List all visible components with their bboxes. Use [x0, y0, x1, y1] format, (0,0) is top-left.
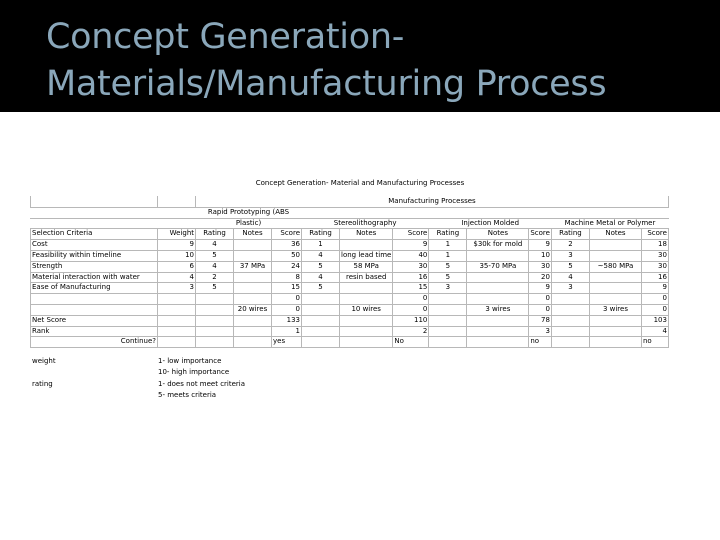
rating-cell: 1 [429, 250, 467, 261]
blank-cell [467, 337, 529, 348]
rating-cell: 5 [551, 261, 589, 272]
rank-row [31, 326, 669, 337]
rank-value: 1 [272, 326, 302, 337]
notes-cell [340, 294, 393, 305]
rating-cell: 4 [196, 240, 234, 251]
notes-cell: 37 MPa [234, 261, 272, 272]
notes-cell [589, 272, 641, 283]
blank-cell [158, 315, 196, 326]
process-name: Stereolithography [302, 218, 429, 229]
blank-cell [196, 337, 234, 348]
notes-header: Notes [589, 229, 641, 240]
score-cell: 0 [393, 294, 429, 305]
blank-cell [467, 326, 529, 337]
table-row [31, 250, 669, 261]
notes-cell: 3 wires [589, 304, 641, 315]
table-row [31, 272, 669, 283]
blank-cell [196, 326, 234, 337]
continue-value: no [641, 337, 668, 348]
notes-cell [340, 240, 393, 251]
blank-cell [158, 218, 196, 229]
table-row [31, 283, 669, 294]
criteria-cell: Feasibility within timeline [31, 250, 158, 261]
net-score-value: 133 [272, 315, 302, 326]
continue-value: No [393, 337, 429, 348]
blank-cell [429, 315, 467, 326]
rating-cell: 5 [196, 283, 234, 294]
rating-cell [429, 304, 467, 315]
weight-cell: 10 [158, 250, 196, 261]
notes-cell: ~580 MPa [589, 261, 641, 272]
rating-cell: 4 [196, 261, 234, 272]
process-name [302, 207, 429, 218]
score-cell: 0 [529, 304, 552, 315]
rating-cell [302, 304, 340, 315]
rating-cell: 4 [302, 250, 340, 261]
blank-cell [158, 197, 196, 208]
blank-cell [158, 326, 196, 337]
blank-cell [158, 337, 196, 348]
weight-cell: 6 [158, 261, 196, 272]
blank-cell [196, 315, 234, 326]
weight-cell [158, 304, 196, 315]
notes-header: Notes [234, 229, 272, 240]
notes-cell [340, 283, 393, 294]
blank-cell [340, 337, 393, 348]
notes-cell [467, 272, 529, 283]
score-header: Score [393, 229, 429, 240]
score-cell: 16 [641, 272, 668, 283]
score-cell: 20 [529, 272, 552, 283]
score-cell: 9 [393, 240, 429, 251]
score-header: Score [641, 229, 668, 240]
process-name-row-2 [31, 218, 669, 229]
rating-cell: 3 [551, 250, 589, 261]
score-cell: 0 [393, 304, 429, 315]
process-name: Plastic) [196, 218, 302, 229]
blank-cell [551, 315, 589, 326]
continue-label: Continue? [31, 337, 158, 348]
criteria-cell: Ease of Manufacturing [31, 283, 158, 294]
net-score-row [31, 315, 669, 326]
slide-title [46, 14, 606, 108]
process-name: Injection Molded [429, 218, 552, 229]
rating-cell [302, 294, 340, 305]
rating-cell: 5 [429, 272, 467, 283]
rating-header: Rating [551, 229, 589, 240]
score-cell: 10 [529, 250, 552, 261]
blank-cell [31, 197, 158, 208]
blank-cell [551, 337, 589, 348]
blank-cell [551, 326, 589, 337]
rating-cell: 3 [429, 283, 467, 294]
rating-cell: 1 [429, 240, 467, 251]
score-header: Score [272, 229, 302, 240]
notes-cell: 58 MPa [340, 261, 393, 272]
table-row [31, 261, 669, 272]
notes-cell: $30k for mold [467, 240, 529, 251]
notes-cell [467, 283, 529, 294]
blank-cell [429, 337, 467, 348]
score-cell: 18 [641, 240, 668, 251]
notes-cell [589, 294, 641, 305]
score-cell: 9 [529, 240, 552, 251]
blank-cell [302, 315, 340, 326]
rating-cell: 4 [551, 272, 589, 283]
rating-cell: 5 [196, 250, 234, 261]
score-header: Score [529, 229, 552, 240]
process-name [429, 207, 552, 218]
criteria-cell: Cost [31, 240, 158, 251]
net-score-value: 103 [641, 315, 668, 326]
score-cell: 0 [272, 304, 302, 315]
title-banner [0, 0, 720, 112]
blank-cell [302, 326, 340, 337]
score-cell: 0 [529, 294, 552, 305]
process-name: Machine Metal or Polymer [551, 218, 668, 229]
rating-cell [551, 304, 589, 315]
rating-cell: 5 [302, 283, 340, 294]
process-name-row-1 [31, 207, 669, 218]
score-cell: 0 [641, 294, 668, 305]
rating-cell: 4 [302, 272, 340, 283]
weight-legend-low: 1- low importance [158, 357, 222, 365]
rank-value: 4 [641, 326, 668, 337]
score-cell: 9 [529, 283, 552, 294]
group-header: Manufacturing Processes [196, 197, 669, 208]
blank-cell [589, 337, 641, 348]
notes-cell [234, 250, 272, 261]
rating-cell [551, 294, 589, 305]
score-cell: 50 [272, 250, 302, 261]
slide-title-line-2: Materials/Manufacturing Process [46, 64, 607, 104]
blank-cell [429, 326, 467, 337]
group-header-row [31, 197, 669, 208]
score-cell: 30 [641, 250, 668, 261]
blank-cell [589, 326, 641, 337]
weight-header: Weight [158, 229, 196, 240]
score-cell: 15 [393, 283, 429, 294]
blank-cell [340, 326, 393, 337]
continue-value: no [529, 337, 552, 348]
criteria-cell [31, 294, 158, 305]
decision-matrix [30, 196, 669, 348]
slide-title-line-1: Concept Generation- [46, 17, 405, 57]
criteria-rows [31, 240, 669, 316]
rating-cell: 3 [551, 283, 589, 294]
weight-cell: 4 [158, 272, 196, 283]
notes-header: Notes [467, 229, 529, 240]
score-cell: 40 [393, 250, 429, 261]
table-row [31, 304, 669, 315]
criteria-cell [31, 304, 158, 315]
blank-cell [158, 207, 196, 218]
score-cell: 8 [272, 272, 302, 283]
column-header-row [31, 229, 669, 240]
rating-legend-low: 1- does not meet criteria [158, 380, 246, 388]
table-title: Concept Generation- Material and Manufacturing Processes [255, 179, 465, 187]
rating-legend-label: rating [32, 380, 53, 388]
criteria-cell: Material interaction with water [31, 272, 158, 283]
weight-legend-label: weight [32, 357, 56, 365]
score-cell: 30 [393, 261, 429, 272]
table-row [31, 240, 669, 251]
blank-cell [234, 315, 272, 326]
notes-cell: 20 wires [234, 304, 272, 315]
score-cell: 0 [272, 294, 302, 305]
rating-cell: 5 [302, 261, 340, 272]
notes-cell: long lead time [340, 250, 393, 261]
continue-value: yes [272, 337, 302, 348]
rating-cell: 5 [429, 261, 467, 272]
score-cell: 36 [272, 240, 302, 251]
net-score-label: Net Score [31, 315, 158, 326]
notes-cell [589, 240, 641, 251]
notes-cell [589, 250, 641, 261]
weight-cell: 9 [158, 240, 196, 251]
blank-cell [234, 337, 272, 348]
blank-cell [31, 218, 158, 229]
notes-cell [589, 283, 641, 294]
notes-cell [234, 240, 272, 251]
score-cell: 0 [641, 304, 668, 315]
weight-cell [158, 294, 196, 305]
blank-cell [31, 207, 158, 218]
rating-cell: 2 [196, 272, 234, 283]
rating-header: Rating [196, 229, 234, 240]
table-row [31, 294, 669, 305]
notes-cell [234, 294, 272, 305]
blank-cell [589, 315, 641, 326]
score-cell: 30 [641, 261, 668, 272]
score-cell: 15 [272, 283, 302, 294]
process-name [551, 207, 668, 218]
rating-header: Rating [302, 229, 340, 240]
notes-cell [467, 250, 529, 261]
net-score-value: 78 [529, 315, 552, 326]
score-cell: 16 [393, 272, 429, 283]
net-score-value: 110 [393, 315, 429, 326]
continue-row [31, 337, 669, 348]
rating-legend-high: 5- meets criteria [158, 391, 217, 399]
notes-cell [467, 294, 529, 305]
notes-header: Notes [340, 229, 393, 240]
notes-cell [234, 283, 272, 294]
weight-legend-high: 10- high importance [158, 368, 230, 376]
score-cell: 9 [641, 283, 668, 294]
rating-cell: 1 [302, 240, 340, 251]
rank-value: 3 [529, 326, 552, 337]
score-cell: 24 [272, 261, 302, 272]
notes-cell: resin based [340, 272, 393, 283]
rating-cell [196, 304, 234, 315]
notes-cell: 35-70 MPa [467, 261, 529, 272]
score-cell: 30 [529, 261, 552, 272]
blank-cell [234, 326, 272, 337]
notes-cell [234, 272, 272, 283]
blank-cell [340, 315, 393, 326]
rating-cell: 2 [551, 240, 589, 251]
rank-label: Rank [31, 326, 158, 337]
rating-header: Rating [429, 229, 467, 240]
rank-value: 2 [393, 326, 429, 337]
notes-cell: 3 wires [467, 304, 529, 315]
selection-criteria-header: Selection Criteria [31, 229, 158, 240]
notes-cell: 10 wires [340, 304, 393, 315]
weight-cell: 3 [158, 283, 196, 294]
criteria-cell: Strength [31, 261, 158, 272]
rating-cell [196, 294, 234, 305]
process-name: Rapid Prototyping (ABS [196, 207, 302, 218]
rating-cell [429, 294, 467, 305]
blank-cell [467, 315, 529, 326]
blank-cell [302, 337, 340, 348]
